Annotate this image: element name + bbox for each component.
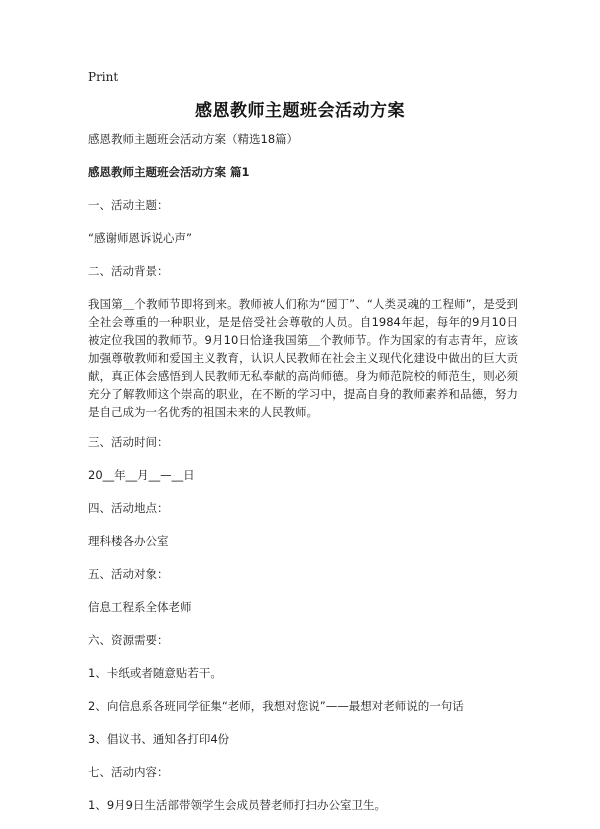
resource-item: 2、向信息系各班同学征集“老师，我想对您说”——最想对老师说的一句话 bbox=[88, 699, 464, 713]
background-paragraph: 我国第＿个教师节即将到来。教师被人们称为“园丁”、“人类灵魂的工程师”，是受到全社会尊重的一种职业，是是倍受社会尊敬的人员。自1984年起，每年的9月10日被定位我国的教师节。9月10日恰逢我国第＿个教师节。作为国家的有志青年，应该加强尊敬教师和爱国主义教育，认识人民教师在社会主义现代化建设中做出的巨大贡献，真正体会感悟到人民教师无私奉献的高尚师德。身为师范院校的师范生，则必须充分了解教师这个崇高的职业，在不断的学习中，提高自身的教师素养和品德，努力是自己成为一名优秀的祖国未来的人民教师。 bbox=[88, 297, 518, 419]
document-body bbox=[88, 130, 518, 829]
heading-location: 四、活动地点： bbox=[88, 501, 169, 515]
theme-text: “感谢师恩诉说心声” bbox=[88, 231, 192, 245]
heading-time: 三、活动时间： bbox=[88, 435, 169, 449]
resource-item: 3、倡议书、通知各打印4份 bbox=[88, 732, 230, 746]
document-title: 感恩教师主题班会活动方案 bbox=[195, 101, 405, 121]
location-text: 理科楼各办公室 bbox=[88, 534, 169, 548]
time-text: 20__年__月__—__日 bbox=[88, 468, 195, 482]
heading-theme: 一、活动主题： bbox=[88, 198, 169, 212]
content-item: 1、9月9日生活部带领学生会成员替老师打扫办公室卫生。 bbox=[88, 798, 386, 812]
print-link[interactable]: Print bbox=[88, 70, 119, 84]
audience-text: 信息工程系全体老师 bbox=[88, 600, 192, 614]
section-title: 感恩教师主题班会活动方案 篇1 bbox=[88, 165, 250, 179]
resource-item: 1、卡纸或者随意贴若干。 bbox=[88, 666, 222, 680]
heading-content: 七、活动内容： bbox=[88, 765, 169, 779]
heading-resources: 六、资源需要： bbox=[88, 633, 169, 647]
heading-audience: 五、活动对象： bbox=[88, 567, 169, 581]
heading-background: 二、活动背景： bbox=[88, 264, 169, 278]
document-subtitle: 感恩教师主题班会活动方案（精选18篇） bbox=[88, 132, 299, 146]
